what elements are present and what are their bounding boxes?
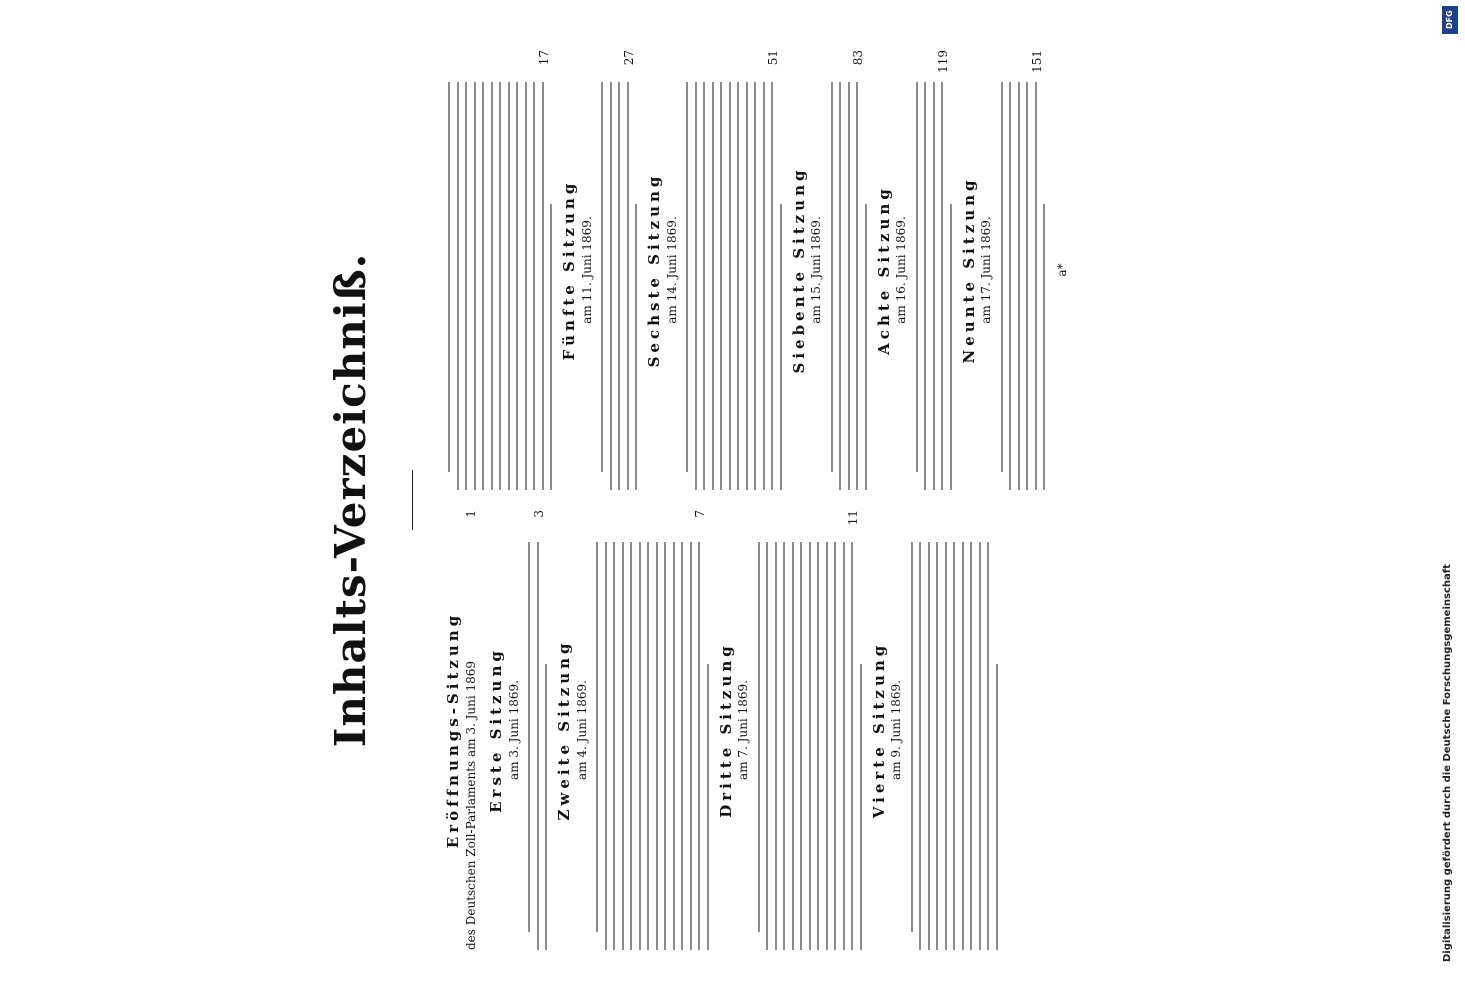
text-line <box>729 82 731 490</box>
text-line <box>817 542 819 950</box>
footer-strip <box>1438 6 1462 996</box>
text-line <box>928 542 930 950</box>
text-line <box>916 82 918 472</box>
session-title: Dritte Sitzung <box>716 642 735 818</box>
text-line <box>1043 204 1045 490</box>
text-line <box>630 542 632 950</box>
session-date: am 14. Juni 1869. <box>664 216 679 324</box>
text-line <box>834 542 836 950</box>
page-number: 7 <box>693 510 707 518</box>
text-line <box>613 542 615 950</box>
session-date: am 9. Juni 1869. <box>889 680 903 780</box>
session-date: am 11. Juni 1869. <box>579 216 594 324</box>
text-line <box>465 82 467 490</box>
rotated-page <box>62 30 1402 970</box>
page-number: 83 <box>851 50 865 66</box>
summary-text-block <box>686 50 782 490</box>
page-number: 17 <box>536 50 551 66</box>
text-line <box>950 204 952 490</box>
toc-entry <box>647 50 782 490</box>
text-line <box>919 542 921 950</box>
text-line <box>865 204 867 490</box>
text-line <box>545 664 547 950</box>
page-title: Inhalts-Verzeichniß. <box>326 252 375 748</box>
dfg-logo-icon: DFG <box>1442 6 1458 34</box>
toc-entry <box>869 510 998 950</box>
text-line <box>737 82 739 490</box>
toc-entry <box>789 50 867 490</box>
text-line <box>843 542 845 950</box>
text-line <box>695 82 697 490</box>
text-line <box>970 542 972 950</box>
text-line <box>690 542 692 950</box>
summary-text-block <box>911 510 998 950</box>
toc-entry <box>557 510 709 950</box>
text-line <box>792 542 794 950</box>
page-number: 51 <box>766 50 780 66</box>
text-line <box>635 204 637 490</box>
text-line <box>537 542 539 950</box>
text-line <box>941 82 943 490</box>
summary-text-block <box>601 50 637 490</box>
text-line <box>848 82 850 490</box>
page-number: 151 <box>1029 50 1044 73</box>
session-date: am 3. Juni 1869. <box>506 680 521 780</box>
text-line <box>474 82 476 490</box>
session-title: Sechste Sitzung <box>645 172 663 368</box>
toc-entry <box>446 510 479 950</box>
text-line <box>766 542 768 950</box>
text-line <box>550 204 552 490</box>
text-line <box>673 542 675 950</box>
text-line <box>605 542 607 950</box>
text-line <box>712 82 714 490</box>
page-number: 3 <box>531 510 546 518</box>
session-title: Zweite Sitzung <box>555 639 573 821</box>
text-line <box>771 82 773 490</box>
text-line <box>826 542 828 950</box>
summary-text-block <box>831 50 867 490</box>
text-line <box>924 82 926 490</box>
text-line <box>528 542 530 932</box>
session-subtitle: des Deutschen Zoll-Parlaments am 3. Juni 1869 <box>463 660 478 950</box>
toc-entry <box>448 50 552 490</box>
page-number: 1 <box>463 510 478 518</box>
text-line <box>656 542 658 950</box>
text-line <box>979 542 981 950</box>
text-line <box>482 82 484 490</box>
text-line <box>542 82 544 490</box>
text-line <box>618 82 620 490</box>
text-line <box>945 542 947 950</box>
text-line <box>698 542 700 950</box>
summary-text-block <box>596 510 709 950</box>
text-line <box>516 82 518 490</box>
text-line <box>754 82 756 490</box>
summary-text-block <box>758 510 862 950</box>
text-line <box>1009 82 1011 490</box>
text-line <box>758 542 760 932</box>
session-date: am 17. Juni 1869. <box>979 216 993 324</box>
text-line <box>681 542 683 950</box>
text-line <box>707 664 709 950</box>
session-date: am 7. Juni 1869. <box>736 680 750 780</box>
right-column <box>442 50 1362 490</box>
text-line <box>839 82 841 490</box>
text-line <box>448 82 450 472</box>
digitization-note: Digitalisierung gefördert durch die Deutsche Forschungsgemeinschaft <box>1442 564 1453 962</box>
text-line <box>601 82 603 472</box>
session-title: Achte Sitzung <box>874 185 893 355</box>
toc-entry <box>959 50 1046 490</box>
text-line <box>499 82 501 490</box>
session-date: am 16. Juni 1869. <box>894 216 908 324</box>
left-column <box>442 510 1362 950</box>
text-line <box>775 542 777 950</box>
text-line <box>525 82 527 490</box>
page-number: 27 <box>621 50 636 66</box>
session-title: Fünfte Sitzung <box>560 179 578 361</box>
toc-entry <box>716 510 862 950</box>
text-line <box>639 542 641 950</box>
text-line <box>936 542 938 950</box>
session-title: Neunte Sitzung <box>959 176 978 364</box>
text-line <box>508 82 510 490</box>
session-title: Eröffnungs-Sitzung <box>444 611 462 849</box>
text-line <box>647 542 649 950</box>
text-line <box>933 82 935 490</box>
session-date: am 4. Juni 1869. <box>574 680 589 780</box>
text-line <box>1026 82 1028 490</box>
summary-text-block <box>1001 50 1046 490</box>
text-line <box>953 542 955 950</box>
text-line <box>1035 82 1037 490</box>
signature-mark: a* <box>1055 263 1069 277</box>
text-line <box>780 204 782 490</box>
text-line <box>856 82 858 490</box>
text-line <box>746 82 748 490</box>
text-line <box>783 542 785 950</box>
page-number: 119 <box>936 50 950 73</box>
text-line <box>831 82 833 472</box>
text-line <box>962 542 964 950</box>
text-line <box>627 82 629 490</box>
text-line <box>800 542 802 950</box>
session-title: Erste Sitzung <box>487 647 505 813</box>
session-title: Siebente Sitzung <box>789 166 808 374</box>
toc-entry <box>489 510 547 950</box>
title-divider <box>412 470 413 530</box>
text-line <box>987 542 989 950</box>
text-line <box>860 664 862 950</box>
text-line <box>533 82 535 490</box>
text-line <box>1001 82 1003 472</box>
summary-text-block <box>448 50 552 490</box>
toc-entry <box>562 50 637 490</box>
text-line <box>763 82 765 490</box>
text-line <box>809 542 811 950</box>
summary-text-block <box>528 510 547 950</box>
text-line <box>851 542 853 950</box>
text-line <box>996 664 998 950</box>
text-line <box>686 82 688 472</box>
text-line <box>622 542 624 950</box>
text-line <box>911 542 913 932</box>
text-line <box>457 82 459 490</box>
text-line <box>720 82 722 490</box>
text-line <box>596 542 598 932</box>
session-title: Vierte Sitzung <box>869 641 888 819</box>
page-number: 11 <box>846 510 860 526</box>
text-line <box>491 82 493 490</box>
text-line <box>610 82 612 490</box>
summary-text-block <box>916 50 952 490</box>
text-line <box>1018 82 1020 490</box>
text-line <box>703 82 705 490</box>
session-date: am 15. Juni 1869. <box>809 216 823 324</box>
toc-entry <box>874 50 952 490</box>
text-line <box>664 542 666 950</box>
